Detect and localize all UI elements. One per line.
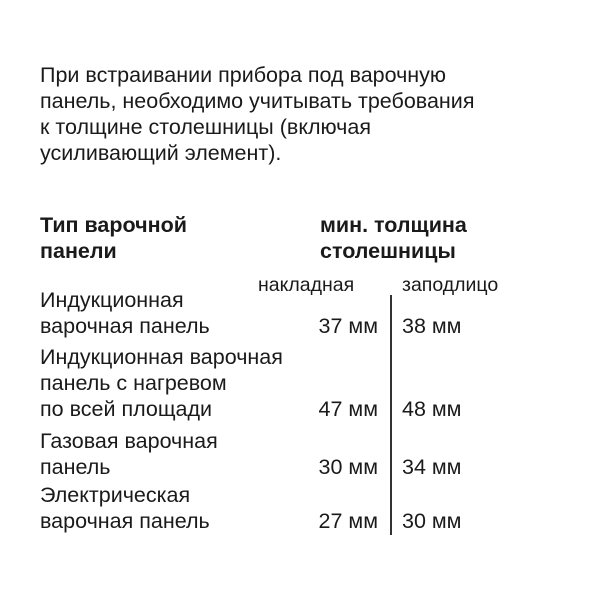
value-flush-induction: 38 мм xyxy=(402,314,462,338)
row-label-line: варочная панель xyxy=(40,314,210,338)
subheader-flush: заподлицо xyxy=(402,274,499,296)
value-flush-electric: 30 мм xyxy=(402,509,462,533)
value-flush-gas: 34 мм xyxy=(402,455,462,479)
value-overlay-induction-full-area: 47 мм xyxy=(318,397,378,421)
header-line: панели xyxy=(40,239,117,263)
intro-line: к толщине столешницы (включая xyxy=(40,115,371,139)
row-label-induction xyxy=(40,287,210,339)
header-min-thickness xyxy=(320,212,467,264)
header-line: Тип варочной xyxy=(40,213,187,237)
row-label-line: Газовая варочная xyxy=(40,429,218,453)
row-label-gas xyxy=(40,428,218,480)
header-hob-type xyxy=(40,212,187,264)
row-label-line: Электрическая xyxy=(40,483,191,507)
intro-line: При встраивании прибора под варочную xyxy=(40,63,447,87)
value-flush-induction-full-area: 48 мм xyxy=(402,397,462,421)
row-label-induction-full-area xyxy=(40,344,283,422)
row-label-line: панель с нагревом xyxy=(40,371,227,395)
row-label-electric xyxy=(40,482,210,534)
header-line: столешницы xyxy=(320,239,456,263)
header-line: мин. толщина xyxy=(320,213,467,237)
column-divider xyxy=(390,295,392,535)
intro-line: усиливающий элемент). xyxy=(40,141,282,165)
value-overlay-induction: 37 мм xyxy=(318,314,378,338)
value-overlay-electric: 27 мм xyxy=(318,509,378,533)
row-label-line: панель xyxy=(40,455,111,479)
row-label-line: Индукционная xyxy=(40,288,184,312)
row-label-line: варочная панель xyxy=(40,509,210,533)
row-label-line: по всей площади xyxy=(40,397,213,421)
value-overlay-gas: 30 мм xyxy=(318,455,378,479)
intro-line: панель, необходимо учитывать требования xyxy=(40,89,475,113)
intro-paragraph xyxy=(40,62,560,166)
subheader-overlay: накладная xyxy=(258,274,355,296)
row-label-line: Индукционная варочная xyxy=(40,345,283,369)
